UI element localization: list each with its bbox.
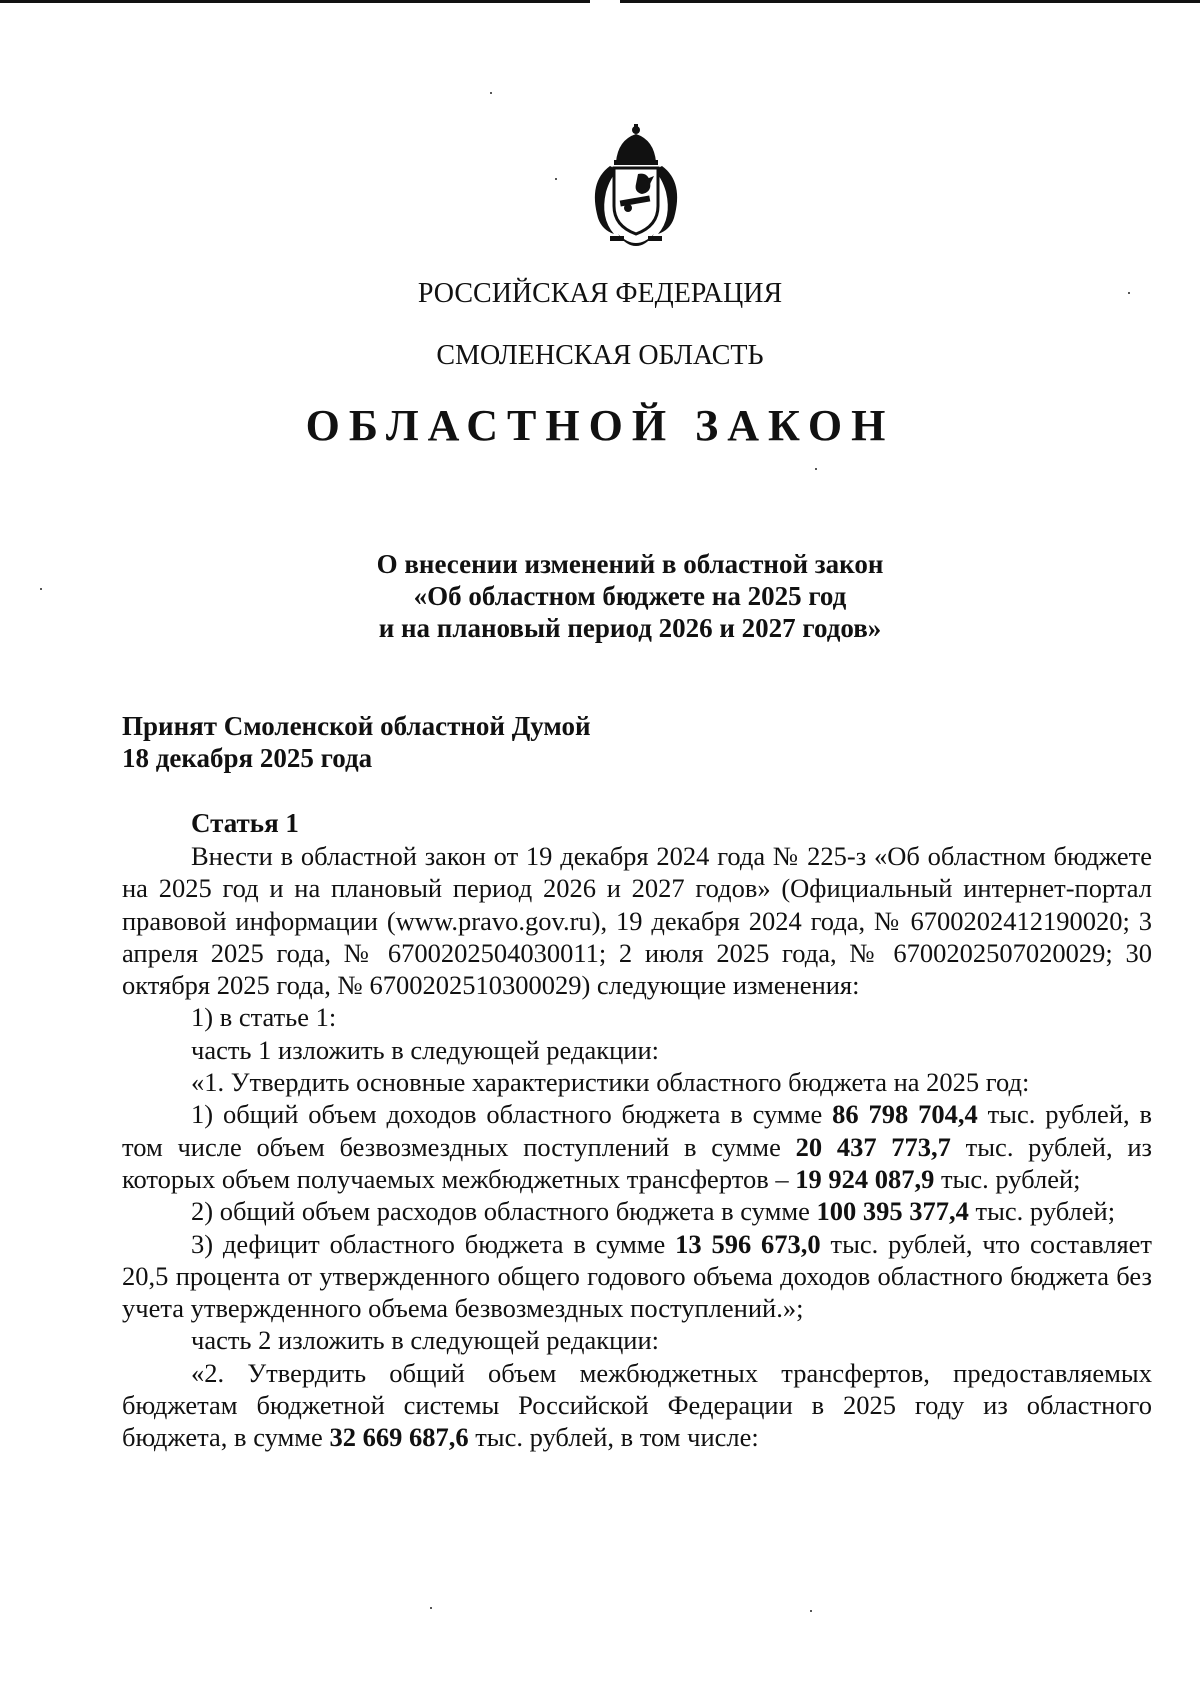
article-body (122, 840, 1152, 1454)
adoption-info (122, 710, 591, 774)
part-1-instruction: часть 1 изложить в следующей редакции: (191, 1034, 659, 1065)
scan-edge-line-left (0, 0, 590, 3)
law-subject-line-2: «Об областном бюджете на 2025 год (413, 581, 847, 611)
revenue-paragraph: 1) общий объем доходов областного бюджета в сумме 86 798 704,4 тыс. рублей, в том числе объем безвозмездных поступлений в сумме 20 437 773,7 тыс. рублей, из которых объем получаемых межбюджетных трансфертов – 19 924 087,9 тыс. рублей; (122, 1099, 1153, 1194)
scan-speck (1128, 292, 1130, 294)
document-type-title: ОБЛАСТНОЙ ЗАКОН (305, 401, 895, 450)
scan-speck (815, 468, 817, 470)
law-subject-line-1: О внесении изменений в областной закон (376, 549, 884, 579)
article-intro-paragraph: Внести в областной закон от 19 декабря 2024 года № 225-з «Об областном бюджете на 2025 год и на плановый период 2026 и 2027 годов» (Официальный интернет-портал правовой информации (www.pravo.gov.ru), 19 декабря 2024 года, № 6700202412190020; 3 апреля 2025 года, № 6700202504030011; 2 июля 2025 года, № 6700202507020029; 30 октября 2025 года, № 6700202510300029) следующие изменения: (122, 841, 1152, 1001)
part-2-instruction: часть 2 изложить в следующей редакции: (191, 1325, 659, 1356)
item-1: 1) в статье 1: (191, 1002, 337, 1033)
scan-speck (490, 92, 492, 94)
country-name: РОССИЙСКАЯ ФЕДЕРАЦИЯ (417, 278, 783, 309)
transfers-total-value: 32 669 687,6 (329, 1422, 469, 1453)
gratuitous-receipts-value: 20 437 773,7 (795, 1131, 951, 1162)
transfers-paragraph: «2. Утвердить общий объем межбюджетных трансфертов, предоставляемых бюджетам бюджетной системы Российской Федерации в 2025 году из областного бюджета, в сумме 32 669 687,6 тыс. рублей, в том числе: (122, 1357, 1152, 1453)
article-heading: Статья 1 (191, 808, 299, 838)
total-expenditure-value: 100 395 377,4 (816, 1196, 969, 1227)
law-subject-line-3: и на плановый период 2026 и 2027 годов» (378, 613, 882, 643)
region-name: СМОЛЕНСКАЯ ОБЛАСТЬ (436, 340, 764, 371)
smolensk-coat-of-arms-icon (580, 122, 692, 252)
total-revenue-value: 86 798 704,4 (832, 1099, 978, 1130)
part-1-quote-heading: «1. Утвердить основные характеристики областного бюджета на 2025 год: (191, 1067, 1030, 1098)
adoption-date: 18 декабря 2025 года (122, 743, 373, 773)
interbudget-transfers-value: 19 924 087,9 (795, 1163, 935, 1194)
scan-speck (430, 1607, 432, 1609)
scan-edge-line-right (620, 0, 1200, 3)
scan-speck (810, 1610, 812, 1612)
scan-speck (40, 588, 42, 590)
scan-speck (555, 178, 557, 180)
deficit-paragraph: 3) дефицит областного бюджета в сумме 13 596 673,0 тыс. рублей, что составляет 20,5 процента от утвержденного общего годового объема доходов областного бюджета без учета утвержденного объема безвозмездных поступлений.»; (122, 1228, 1152, 1324)
adopted-by: Принят Смоленской областной Думой (122, 711, 591, 741)
law-subject (110, 548, 1150, 644)
expenditure-paragraph: 2) общий объем расходов областного бюджета в сумме 100 395 377,4 тыс. рублей; (191, 1196, 1116, 1227)
deficit-value: 13 596 673,0 (675, 1228, 821, 1259)
